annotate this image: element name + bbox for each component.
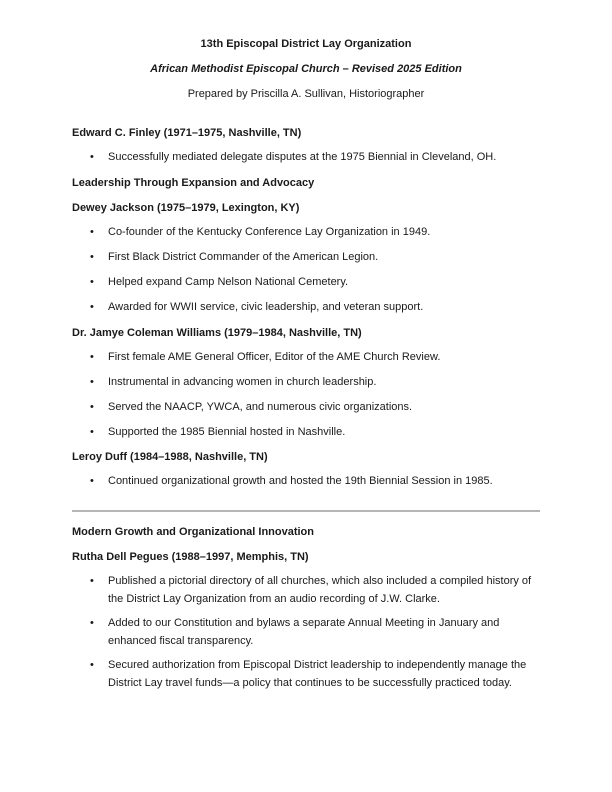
bullet: •: [90, 475, 94, 487]
list-item: [90, 472, 540, 490]
list-item: [90, 423, 540, 441]
list-item: [90, 273, 540, 291]
section-divider: [72, 510, 540, 512]
list-item-text: Instrumental in advancing women in church leadership.: [108, 376, 377, 388]
bullet: •: [90, 226, 94, 238]
list-item: [90, 398, 540, 416]
list-item: [90, 298, 540, 316]
list-item: [90, 656, 540, 692]
prepared-by: Prepared by Priscilla A. Sullivan, Historiographer: [187, 88, 425, 100]
list-item: [90, 348, 540, 366]
list-item-text: Co-founder of the Kentucky Conference Lay Organization in 1949.: [108, 226, 431, 238]
list-item-text: Published a pictorial directory of all churches, which also included a compiled history of the District Lay Organization from an audio recording of J.W. Clarke.: [108, 575, 532, 605]
document-subtitle: African Methodist Episcopal Church – Revised 2025 Edition: [150, 63, 462, 75]
list-item-text: Continued organizational growth and hosted the 19th Biennial Session in 1985.: [108, 475, 493, 487]
bullet: •: [90, 376, 94, 388]
list-item-text: Added to our Constitution and bylaws a separate Annual Meeting in January and enhanced fiscal transparency.: [108, 617, 500, 647]
section-heading-modern-growth: Modern Growth and Organizational Innovation: [72, 526, 314, 538]
section-heading-expansion: Leadership Through Expansion and Advocacy: [72, 177, 315, 189]
bullet: •: [90, 251, 94, 263]
list-item: [90, 614, 540, 650]
list-item-text: Served the NAACP, YWCA, and numerous civic organizations.: [108, 401, 413, 413]
list-item-text: Awarded for WWII service, civic leadership, and veteran support.: [108, 301, 424, 313]
leader-heading-pegues: Rutha Dell Pegues (1988–1997, Memphis, TN): [72, 551, 309, 563]
bullet: •: [90, 351, 94, 363]
bullet: •: [90, 301, 94, 313]
leader-heading-jackson: Dewey Jackson (1975–1979, Lexington, KY): [72, 202, 300, 214]
list-item-text: Supported the 1985 Biennial hosted in Nashville.: [108, 426, 346, 438]
list-item: [90, 373, 540, 391]
leader-heading-williams: Dr. Jamye Coleman Williams (1979–1984, Nashville, TN): [72, 327, 362, 339]
bullet: •: [90, 426, 94, 438]
list-item: [90, 248, 540, 266]
bullet: •: [90, 659, 94, 671]
list-item: [90, 572, 540, 608]
list-item-text: Helped expand Camp Nelson National Cemetery.: [108, 276, 349, 288]
bullet: •: [90, 575, 94, 587]
list-item-text: Successfully mediated delegate disputes at the 1975 Biennial in Cleveland, OH.: [108, 151, 497, 163]
bullet: •: [90, 617, 94, 629]
leader-heading-duff: Leroy Duff (1984–1988, Nashville, TN): [72, 451, 268, 463]
leader-heading-finley: Edward C. Finley (1971–1975, Nashville, TN): [72, 127, 302, 139]
list-item-text: First Black District Commander of the American Legion.: [108, 251, 379, 263]
document-title: 13th Episcopal District Lay Organization: [200, 38, 412, 50]
list-item: [90, 148, 540, 166]
bullet: •: [90, 401, 94, 413]
list-item: [90, 223, 540, 241]
bullet: •: [90, 276, 94, 288]
bullet: •: [90, 151, 94, 163]
list-item-text: Secured authorization from Episcopal District leadership to independently manage the District Lay travel funds—a policy that continues to be successfully practiced today.: [108, 659, 527, 689]
list-item-text: First female AME General Officer, Editor of the AME Church Review.: [108, 351, 441, 363]
